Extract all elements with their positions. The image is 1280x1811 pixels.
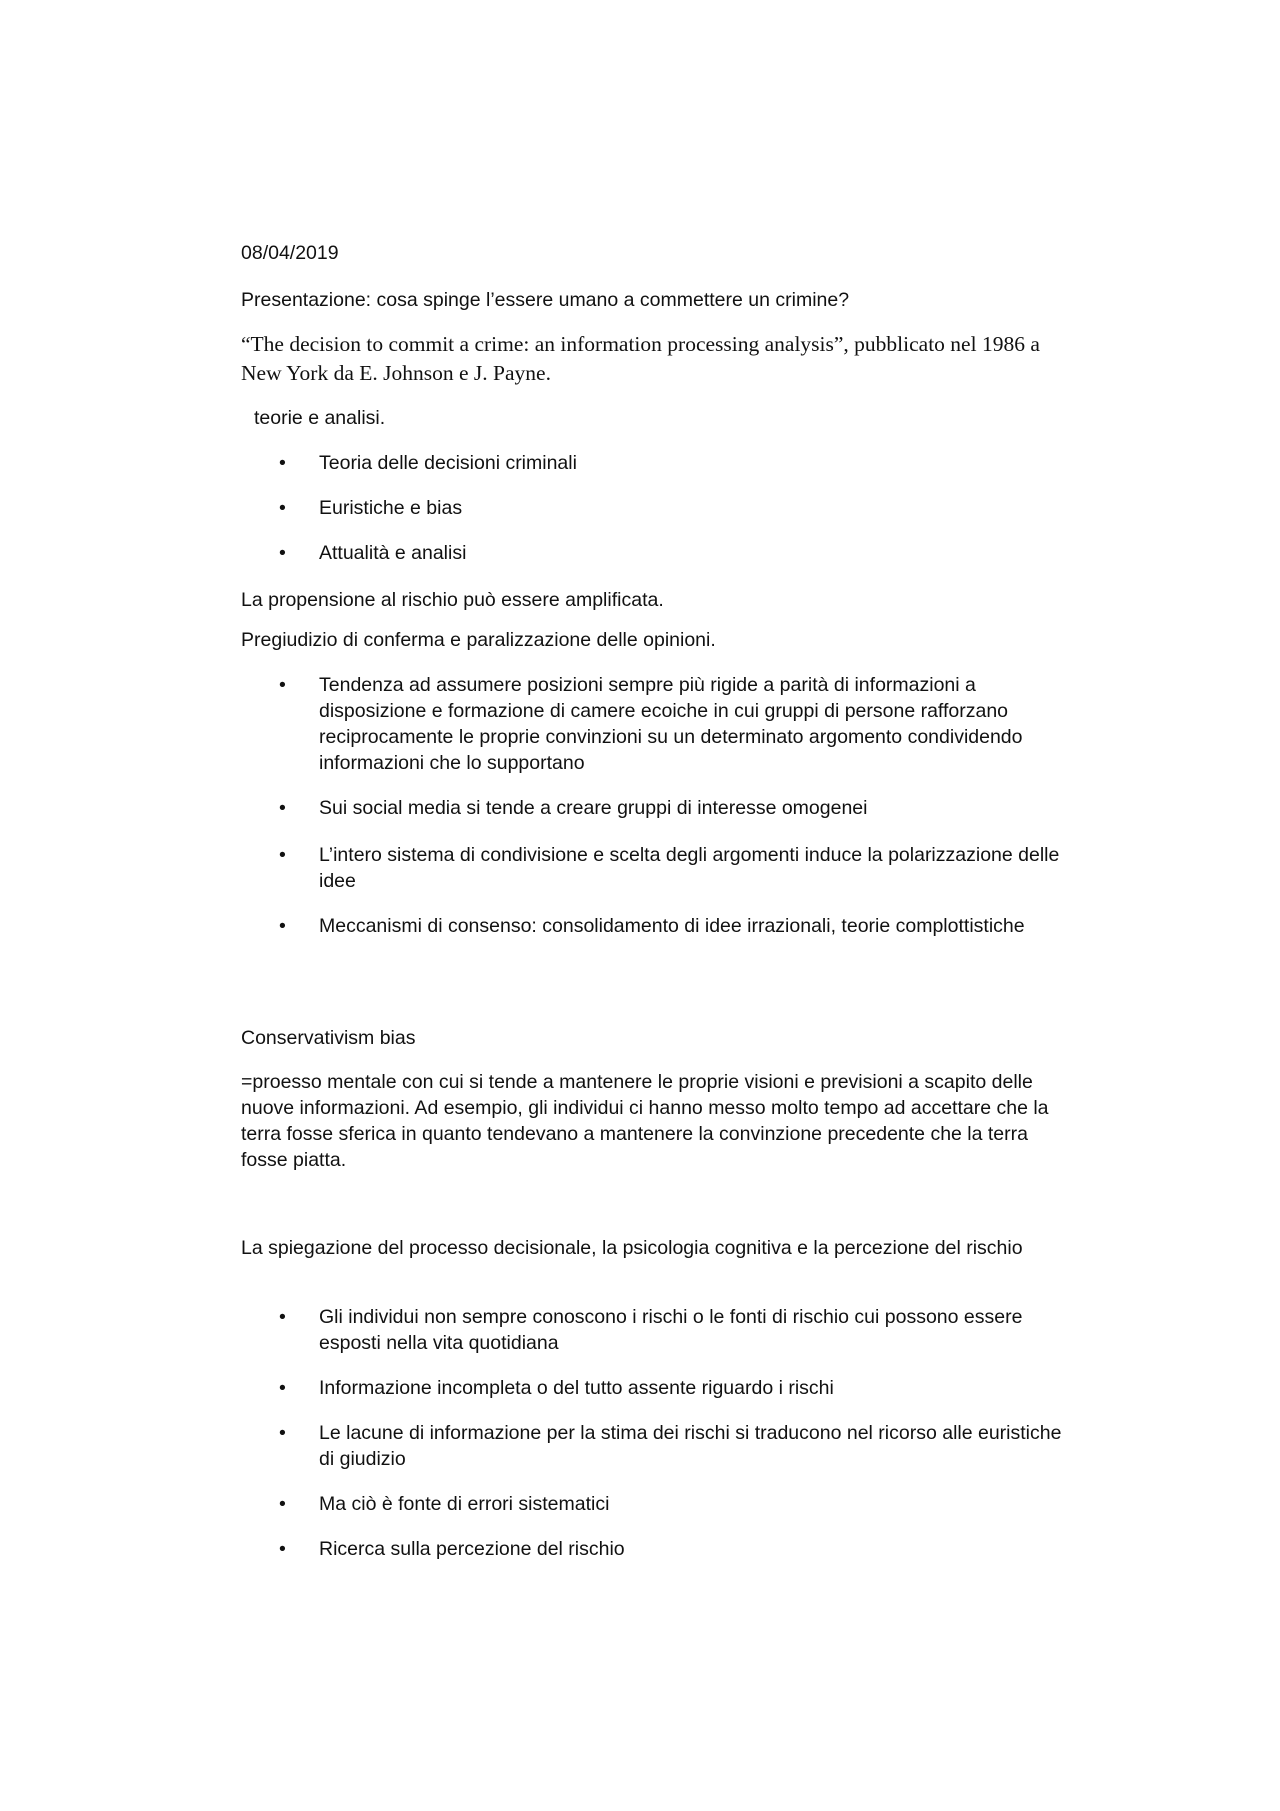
topics-list	[241, 450, 1071, 566]
bullet: •	[279, 497, 286, 519]
bullet: •	[279, 1493, 286, 1515]
conservativism-paragraph: =proesso mentale con cui si tende a mantenere le proprie visioni e previsioni a scapito delle nuove informazioni. Ad esempio, gli individui ci hanno messo molto tempo ad accettare che la terra fosse sferica in quanto tendevano a mantenere la convinzione precedente che la terra fosse piatta.	[241, 1071, 1049, 1171]
bullet: •	[279, 1538, 286, 1560]
list-item	[241, 450, 1071, 476]
citation-paragraph: “The decision to commit a crime: an information processing analysis”, pubblicato nel 1986 a New York da E. Johnson e J. Payne.	[241, 332, 1040, 385]
confirmation-heading: Pregiudizio di conferma e paralizzazione delle opinioni.	[241, 629, 716, 651]
bullet: •	[279, 844, 286, 866]
bullet: •	[279, 1306, 286, 1328]
list-item	[241, 672, 1071, 776]
document-date: 08/04/2019	[241, 242, 339, 264]
list-item-text: Meccanismi di consenso: consolidamento di idee irrazionali, teorie complottistiche	[319, 915, 1025, 937]
bullet: •	[279, 674, 286, 696]
list-item-text: Ricerca sulla percezione del rischio	[319, 1538, 625, 1560]
list-item	[241, 795, 1071, 821]
bullet: •	[279, 1422, 286, 1444]
list-item-text: Le lacune di informazione per la stima dei rischi si traducono nel ricorso alle euristiche di giudizio	[319, 1422, 1062, 1470]
bullet: •	[279, 1377, 286, 1399]
risk-line: La propensione al rischio può essere amplificata.	[241, 589, 664, 611]
list-item	[241, 913, 1071, 939]
list-item	[241, 1420, 1071, 1472]
list-item	[241, 1491, 1071, 1517]
list-item-text: Sui social media si tende a creare gruppi di interesse omogenei	[319, 797, 868, 819]
list-item	[241, 1304, 1071, 1356]
bullet: •	[279, 797, 286, 819]
bullet: •	[279, 542, 286, 564]
list-item	[241, 495, 1071, 521]
list-item-text: Tendenza ad assumere posizioni sempre più rigide a parità di informazioni a disposizione e formazione di camere ecoiche in cui gruppi di persone rafforzano reciprocamente le proprie convinzioni su un determinato argomento condividendo informazioni che lo supportano	[319, 674, 1023, 774]
list-item-text: L’intero sistema di condivisione e scelta degli argomenti induce la polarizzazione delle idee	[319, 844, 1060, 892]
list-item-text: Attualità e analisi	[319, 542, 467, 564]
list-item	[241, 1536, 1071, 1562]
presentation-line: Presentazione: cosa spinge l’essere umano a commettere un crimine?	[241, 289, 850, 311]
bullet: •	[279, 452, 286, 474]
decision-heading: La spiegazione del processo decisionale, la psicologia cognitiva e la percezione del rischio	[241, 1237, 1023, 1259]
confirmation-list	[241, 672, 1071, 939]
theories-intro: teorie e analisi.	[254, 407, 386, 429]
conservativism-heading: Conservativism bias	[241, 1027, 416, 1049]
list-item	[241, 1375, 1071, 1401]
list-item	[241, 540, 1071, 566]
list-item-text: Ma ciò è fonte di errori sistematici	[319, 1493, 610, 1515]
list-item-text: Gli individui non sempre conoscono i rischi o le fonti di rischio cui possono essere esposti nella vita quotidiana	[319, 1306, 1023, 1354]
list-item-text: Teoria delle decisioni criminali	[319, 452, 577, 474]
list-item-text: Euristiche e bias	[319, 497, 463, 519]
list-item-text: Informazione incompleta o del tutto assente riguardo i rischi	[319, 1377, 834, 1399]
risk-list	[241, 1304, 1071, 1562]
bullet: •	[279, 915, 286, 937]
list-item	[241, 842, 1071, 894]
